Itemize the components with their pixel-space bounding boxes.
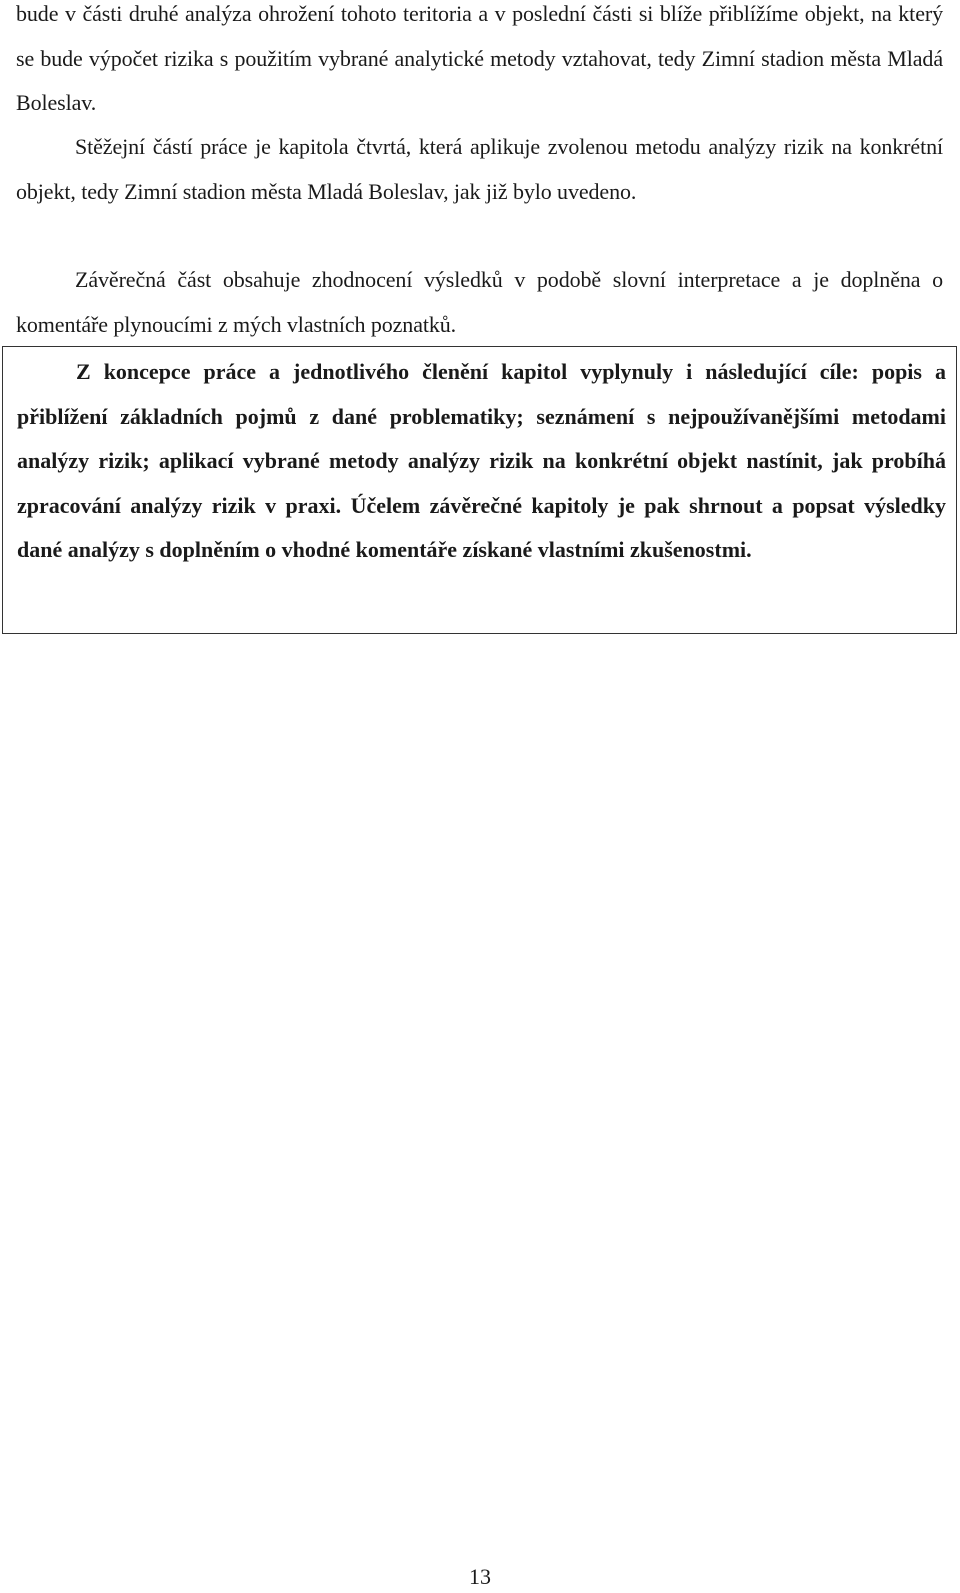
paragraph-intro-continuation: bude v části druhé analýza ohrožení tohoto teritoria a v poslední části si blíže přiblížíme objekt, na který se bude výpočet rizika s použitím vybrané analytické metody vztahovat, tedy Zimní stadion města Mladá Boleslav. [16,1,943,115]
paragraph-goals: Z koncepce práce a jednotlivého členění kapitol vyplynuly i následující cíle: popis a přiblížení základních pojmů z dané problematiky; seznámení s nejpoužívanějšími metodami analýzy rizik; aplikací vybrané metody analýzy rizik na konkrétní objekt nastínit, jak probíhá zpracování analýzy rizik v praxi. Účelem závěrečné kapitoly je pak shrnout a popsat výsledky dané analýzy s doplněním o vhodné komentáře získané vlastními zkušenostmi. [17,359,946,563]
paragraph-final-part: Závěrečná část obsahuje zhodnocení výsledků v podobě slovní interpretace a je doplněna o komentáře plynoucími z mých vlastních poznatků. [16,267,943,337]
page-number: 13 [469,1564,491,1589]
paragraph-chapter-four: Stěžejní částí práce je kapitola čtvrtá, která aplikuje zvolenou metodu analýzy rizik na konkrétní objekt, tedy Zimní stadion města Mladá Boleslav, jak již bylo uvedeno. [16,134,943,204]
goals-box [2,346,957,634]
